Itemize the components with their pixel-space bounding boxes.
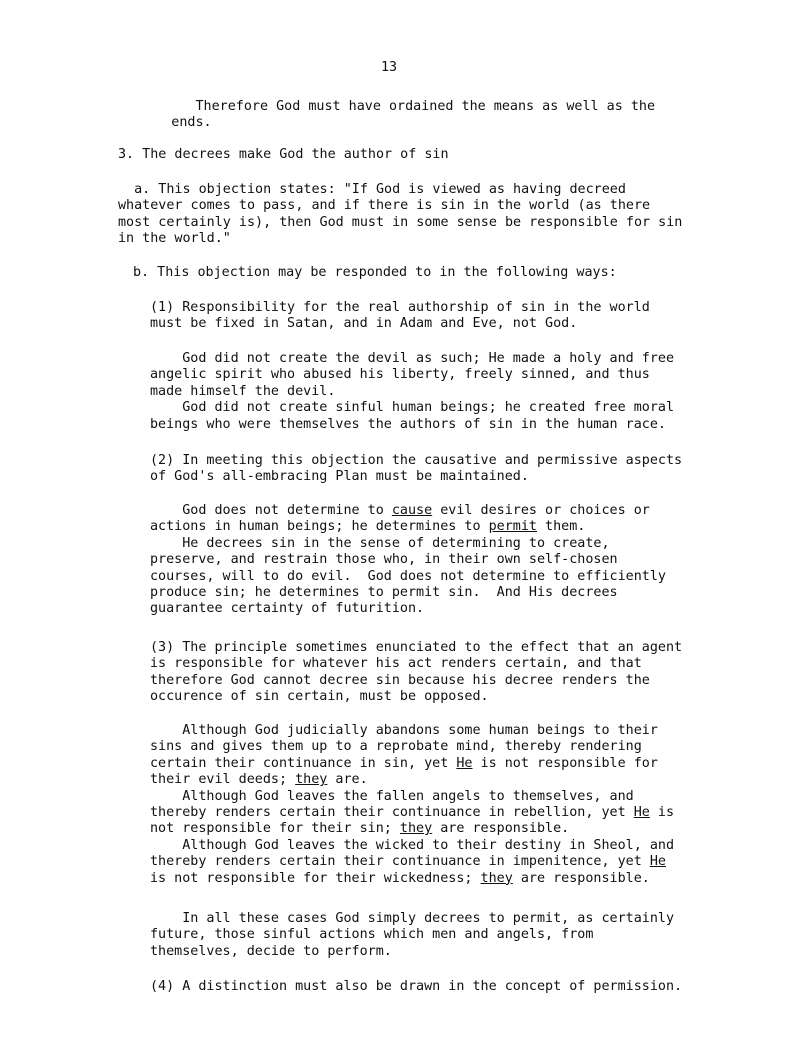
para-devil-and-humans: God did not create the devil as such; He made a holy and free angelic spirit who abused his liberty, freely sinned, and thus made himself the devil. God did not create sinful human beings; he created free moral beings who were themselves the authors of sin in the human race.	[150, 351, 675, 432]
point-4-distinction-permission: (4) A distinction must also be drawn in the concept of permission.	[150, 979, 683, 994]
heading-decrees-author-of-sin: 3. The decrees make God the author of sin	[118, 147, 449, 162]
point-3-principle-opposed: (3) The principle sometimes enunciated to the effect that an agent is responsible for whatever his act renders certain, and that therefore God cannot decree sin because his decree renders the occurence of sin certain, must be opposed.	[150, 640, 683, 705]
para-cause-permit: God does not determine to cause evil desires or choices or actions in human beings; he determines to permit them. He decrees sin in the sense of determining to create, preserve, and restrain those who, in their own self-chosen courses, will to do evil. God does not determine to efficiently produce sin; he determines to permit sin. And His decrees guarantee certainty of futurition.	[150, 503, 666, 617]
para-responses-intro: b. This objection may be responded to in the following ways:	[133, 265, 617, 280]
point-1-responsibility: (1) Responsibility for the real authorship of sin in the world must be fixed in Satan, and in Adam and Eve, not God.	[150, 300, 650, 332]
para-all-these-cases: In all these cases God simply decrees to permit, as certainly future, those sinful actions which men and angels, from themselves, decide to perform.	[150, 911, 675, 959]
point-2-causative-permissive: (2) In meeting this objection the causative and permissive aspects of God's all-embracing Plan must be maintained.	[150, 453, 683, 485]
para-means-and-ends: Therefore God must have ordained the means as well as the ends.	[171, 99, 656, 131]
para-although-god: Although God judicially abandons some human beings to their sins and gives them up to a reprobate mind, thereby rendering certain their continuance in sin, yet He is not responsible for their evil deeds; they are. Although God leaves the fallen angels to themselves, and thereby renders certain their continuance in rebellion, yet He is not responsible for their sin; they are responsible. Although God leaves the wicked to their destiny in Sheol, and thereby renders certain their continuance in impenitence, yet He is not responsible for their wickedness; they are responsible.	[150, 723, 675, 886]
para-objection-states: a. This objection states: "If God is viewed as having decreed whatever comes to pass, and if there is sin in the world (as there most certainly is), then God must in some sense be responsible for sin in the world."	[118, 182, 683, 247]
page-number: 13	[381, 60, 398, 75]
